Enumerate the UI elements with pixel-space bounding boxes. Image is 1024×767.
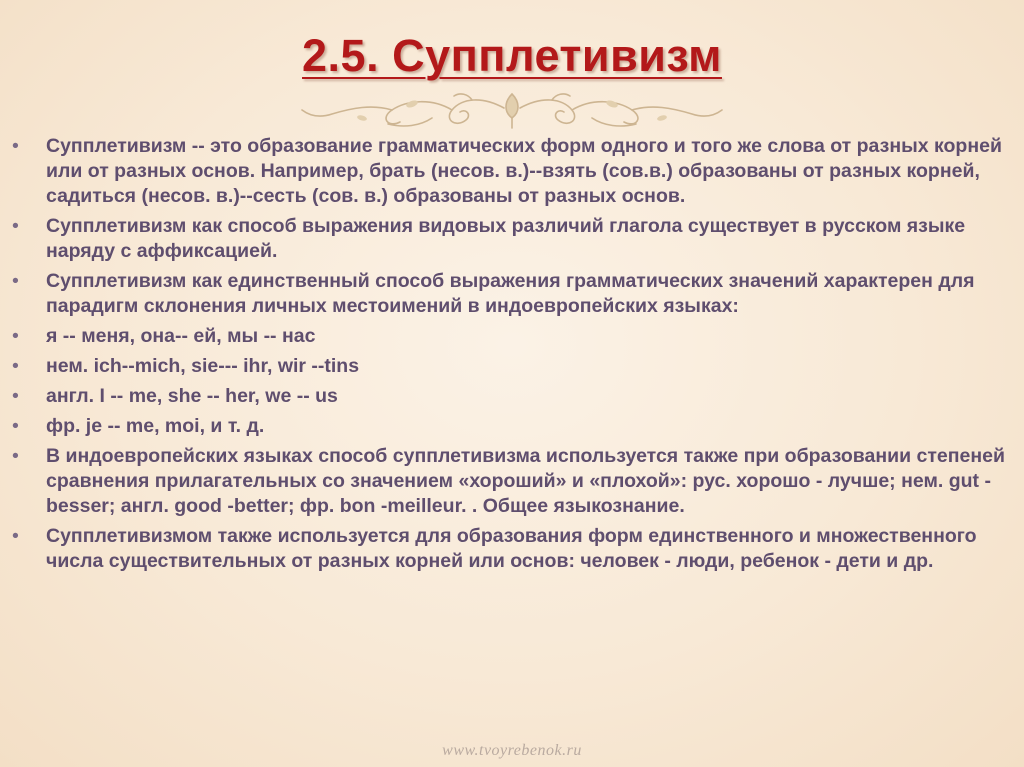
flourish-ornament-icon bbox=[292, 88, 732, 132]
bullet-text: Супплетивизм как способ выражения видовых различий глагола существует в русском языке наряду с аффиксацией. bbox=[46, 215, 966, 262]
bullet-item bbox=[12, 414, 1012, 439]
bullet-item bbox=[12, 384, 1012, 409]
bullet-dot-icon: • bbox=[12, 415, 19, 437]
bullet-dot-icon: • bbox=[12, 325, 19, 347]
bullet-text: фр. je -- me, moi, и т. д. bbox=[46, 415, 265, 437]
bullet-text: я -- меня, она-- ей, мы -- нас bbox=[46, 325, 316, 347]
bullet-dot-icon: • bbox=[12, 215, 19, 237]
bullet-list bbox=[12, 134, 1012, 579]
bullet-dot-icon: • bbox=[12, 270, 19, 292]
bullet-text: нем. ich--mich, sie--- ihr, wir --tins bbox=[46, 355, 360, 377]
bullet-item bbox=[12, 269, 1012, 319]
bullet-dot-icon: • bbox=[12, 525, 19, 547]
bullet-dot-icon: • bbox=[12, 445, 19, 467]
bullet-text: В индоевропейских языках способ супплетивизма используется также при образовании степеней сравнения прилагательных со значением «хороший» и «плохой»: рус. хорошо - лучше; нем. gut - besser; англ. good -better; фр. bon -meilleur. . Общее языкознание. bbox=[46, 445, 1005, 517]
bullet-dot-icon: • bbox=[12, 135, 19, 157]
bullet-item bbox=[12, 354, 1012, 379]
bullet-item bbox=[12, 524, 1012, 574]
slide-title: 2.5. Супплетивизм bbox=[302, 30, 722, 81]
bullet-item bbox=[12, 324, 1012, 349]
bullet-item bbox=[12, 214, 1012, 264]
watermark: www.tvoyrebenok.ru bbox=[442, 742, 582, 759]
bullet-text: Супплетивизм как единственный способ выражения грамматических значений характерен для парадигм склонения личных местоимений в индоевропейских языках: bbox=[46, 270, 975, 317]
bullet-text: Супплетивизмом также используется для образования форм единственного и множественного числа существительных от разных корней или основ: человек - люди, ребенок - дети и др. bbox=[46, 525, 977, 572]
bullet-text: англ. I -- me, she -- her, we -- us bbox=[46, 385, 338, 407]
bullet-item bbox=[12, 444, 1012, 519]
bullet-text: Супплетивизм -- это образование грамматических форм одного и того же слова от разных корней или от разных основ. Например, брать (несов. в.)--взять (сов.в.) образованы от разных корней, садиться (несов. в.)--сесть (сов. в.) образованы от разных основ. bbox=[46, 135, 1002, 207]
bullet-dot-icon: • bbox=[12, 385, 19, 407]
bullet-dot-icon: • bbox=[12, 355, 19, 377]
bullet-item bbox=[12, 134, 1012, 209]
